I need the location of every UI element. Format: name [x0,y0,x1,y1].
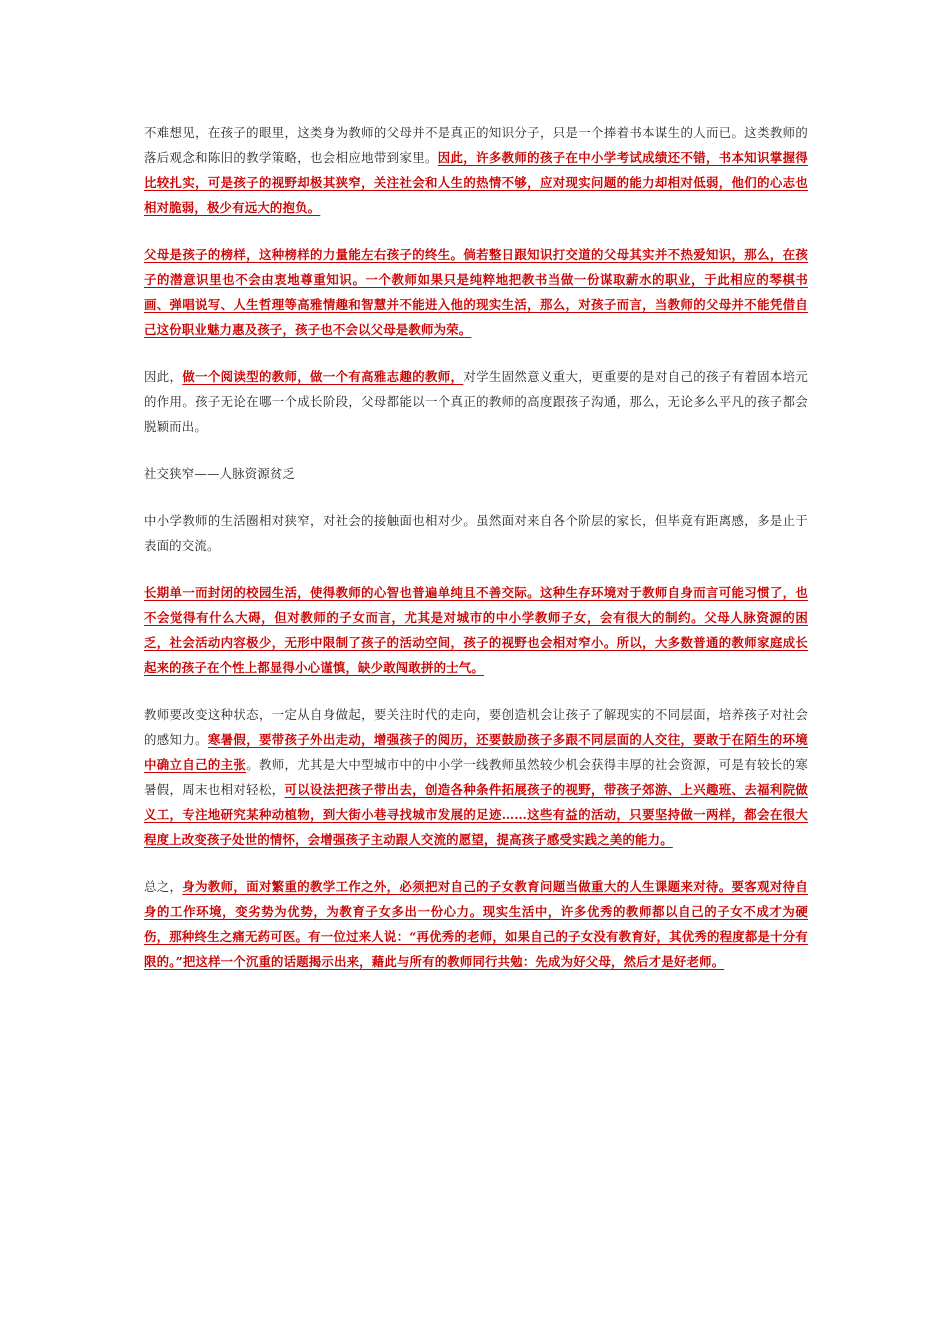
paragraph-8 [144,874,808,974]
paragraph-1 [144,120,808,220]
section-heading [144,461,808,486]
paragraph-1-emphasis: 因此，许多教师的孩子在中小学考试成绩还不错，书本知识掌握得比较扎实，可是孩子的视野却极其狭窄，关注社会和人生的热情不够，应对现实问题的能力却相对低弱，他们的心志也相对脆弱，极少有远大的抱负。 [144,150,808,215]
paragraph-3-text-a: 因此， [144,369,183,384]
paragraph-2-emphasis: 父母是孩子的榜样，这种榜样的力量能左右孩子的终生。倘若整日跟知识打交道的父母其实并不热爱知识，那么，在孩子的潜意识里也不会由衷地尊重知识。一个教师如果只是纯粹地把教书当做一份谋取薪水的职业，于此相应的琴棋书画、弹唱说写、人生哲理等高雅情趣和智慧并不能进入他的现实生活，那么，对孩子而言，当教师的父母并不能凭借自己这份职业魅力惠及孩子，孩子也不会以父母是教师为荣。 [144,247,808,337]
paragraph-7-emphasis-b: 可以设法把孩子带出去，创造各种条件拓展孩子的视野，带孩子郊游、上兴趣班、去福利院做义工，专注地研究某种动植物，到大街小巷寻找城市发展的足迹……这些有益的活动，只要坚持做一两样，都会在很大程度上改变孩子处世的情怀，会增强孩子主动跟人交流的愿望，提高孩子感受实践之美的能力。 [144,782,808,847]
paragraph-5 [144,508,808,558]
paragraph-8-text-a: 总之， [144,879,183,894]
paragraph-5-text: 中小学教师的生活圈相对狭窄，对社会的接触面也相对少。虽然面对来自各个阶层的家长，但毕竟有距离感，多是止于表面的交流。 [144,513,808,553]
paragraph-2 [144,242,808,342]
paragraph-7-text-a: 教师要改变这种状态，一定从自身做起，要关注时代的走向，要创造机会让孩子了解现实的不同层面，培养孩子对社会的感知力。 [144,707,808,747]
paragraph-7-text-b: 。教师，尤其是大中型城市中的中小学一线教师虽然较少机会获得丰厚的社会资源，可是有较长的寒暑假，周末也相对轻松， [144,757,808,797]
document-body [144,120,808,996]
paragraph-7 [144,702,808,852]
paragraph-3 [144,364,808,439]
paragraph-8-emphasis: 身为教师，面对繁重的教学工作之外，必须把对自己的子女教育问题当做重大的人生课题来对待。要客观对待自身的工作环境，变劣势为优势，为教育子女多出一份心力。现实生活中，许多优秀的教师都以自己的子女不成才为硬伤，那种终生之痛无药可医。有一位过来人说：“再优秀的老师，如果自己的子女没有教育好，其优秀的程度都是十分有限的。”把这样一个沉重的话题揭示出来，藉此与所有的教师同行共勉：先成为好父母，然后才是好老师。 [144,879,808,969]
paragraph-6-emphasis: 长期单一而封闭的校园生活，使得教师的心智也普遍单纯且不善交际。这种生存环境对于教师自身而言可能习惯了，也不会觉得有什么大碍，但对教师的子女而言，尤其是对城市的中小学教师子女，会有很大的制约。父母人脉资源的困乏，社会活动内容极少，无形中限制了孩子的活动空间，孩子的视野也会相对窄小。所以，大多数普通的教师家庭成长起来的孩子在个性上都显得小心谨慎，缺少敢闯敢拼的士气。 [144,585,808,675]
paragraph-3-emphasis: 做一个阅读型的教师，做一个有高雅志趣的教师， [182,369,464,384]
paragraph-7-emphasis-a: 寒暑假，要带孩子外出走动，增强孩子的阅历，还要鼓励孩子多跟不同层面的人交往，要敢于在陌生的环境中确立自己的主张 [144,732,809,772]
paragraph-6 [144,580,808,680]
paragraph-3-text-b: 对学生固然意义重大，更重要的是对自己的孩子有着固本培元的作用。孩子无论在哪一个成长阶段，父母都能以一个真正的教师的高度跟孩子沟通，那么，无论多么平凡的孩子都会脱颖而出。 [144,369,808,434]
section-heading-text: 社交狭窄——人脉资源贫乏 [144,466,296,481]
paragraph-1-text-a: 不难想见，在孩子的眼里，这类身为教师的父母并不是真正的知识分子，只是一个捧着书本谋生的人而已。这类教师的落后观念和陈旧的教学策略，也会相应地带到家里。 [144,125,808,165]
